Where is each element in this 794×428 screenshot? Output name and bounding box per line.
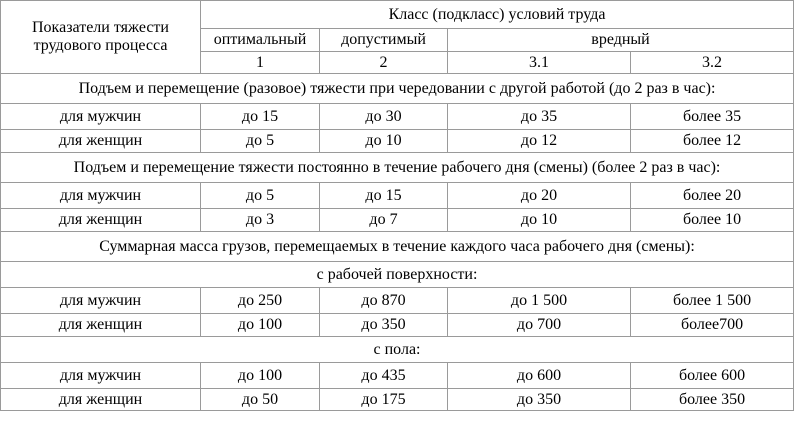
value-cell: до 435 (320, 363, 448, 389)
value-cell: более 12 (631, 130, 794, 153)
harmful-header: вредный (448, 29, 794, 52)
optimal-header: оптимальный (201, 29, 320, 52)
value-cell: более 350 (631, 389, 794, 411)
table-row (1, 183, 794, 209)
value-cell: более700 (631, 314, 794, 337)
value-cell: до 600 (448, 363, 631, 389)
value-cell: более 35 (631, 104, 794, 130)
class-group-header: Класс (подкласс) условий труда (201, 1, 794, 29)
value-cell: до 5 (201, 183, 320, 209)
value-cell: до 870 (320, 288, 448, 314)
row-label: для мужчин (1, 363, 201, 389)
indicator-header-line2: трудового процесса (33, 37, 168, 54)
value-cell: до 175 (320, 389, 448, 411)
class-number-3-1: 3.1 (448, 52, 631, 74)
value-cell: до 20 (448, 183, 631, 209)
value-cell: более 600 (631, 363, 794, 389)
table-row (1, 104, 794, 130)
value-cell: до 10 (320, 130, 448, 153)
class-number-1: 1 (201, 52, 320, 74)
value-cell: до 5 (201, 130, 320, 153)
section-title: Суммарная масса грузов, перемещаемых в течение каждого часа рабочего дня (смены): (1, 232, 794, 262)
table-row (1, 389, 794, 411)
value-cell: до 12 (448, 130, 631, 153)
subsection-title: с пола: (1, 337, 794, 363)
table-row (1, 288, 794, 314)
value-cell: до 700 (448, 314, 631, 337)
value-cell: до 10 (448, 209, 631, 232)
table-row (1, 130, 794, 153)
subsection-title: с рабочей поверхности: (1, 262, 794, 288)
table-row (1, 314, 794, 337)
table-row (1, 209, 794, 232)
value-cell: до 7 (320, 209, 448, 232)
value-cell: до 100 (201, 363, 320, 389)
section-title: Подъем и перемещение тяжести постоянно в течение рабочего дня (смены) (более 2 раз в час): (1, 153, 794, 183)
table-row (1, 363, 794, 389)
value-cell: до 30 (320, 104, 448, 130)
value-cell: до 50 (201, 389, 320, 411)
row-label: для женщин (1, 389, 201, 411)
value-cell: до 1 500 (448, 288, 631, 314)
value-cell: до 250 (201, 288, 320, 314)
row-label: для женщин (1, 209, 201, 232)
allowable-header: допустимый (320, 29, 448, 52)
value-cell: до 350 (448, 389, 631, 411)
value-cell: до 350 (320, 314, 448, 337)
value-cell: до 100 (201, 314, 320, 337)
value-cell: более 20 (631, 183, 794, 209)
value-cell: до 15 (320, 183, 448, 209)
class-number-3-2: 3.2 (631, 52, 794, 74)
value-cell: до 3 (201, 209, 320, 232)
value-cell: более 10 (631, 209, 794, 232)
indicator-header-line1: Показатели тяжести (32, 19, 169, 36)
value-cell: до 35 (448, 104, 631, 130)
row-label: для мужчин (1, 104, 201, 130)
value-cell: более 1 500 (631, 288, 794, 314)
row-label: для женщин (1, 130, 201, 153)
row-label: для мужчин (1, 183, 201, 209)
row-label: для мужчин (1, 288, 201, 314)
class-number-2: 2 (320, 52, 448, 74)
row-label: для женщин (1, 314, 201, 337)
value-cell: до 15 (201, 104, 320, 130)
section-title: Подъем и перемещение (разовое) тяжести при чередовании с другой работой (до 2 раз в час): (1, 74, 794, 104)
indicator-header (1, 1, 201, 74)
